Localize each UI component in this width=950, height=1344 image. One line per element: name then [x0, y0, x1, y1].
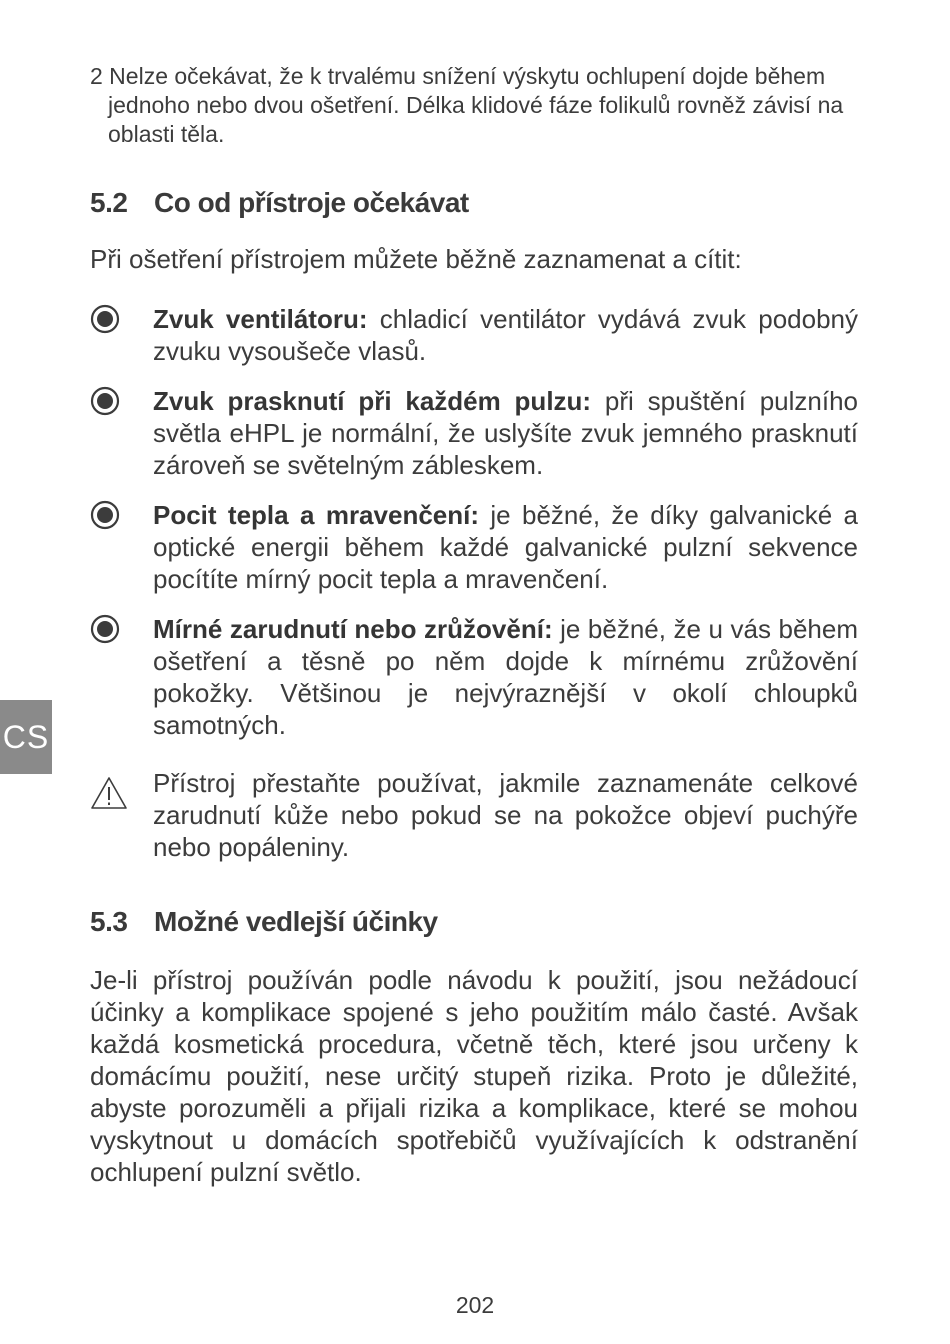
item-label: Mírné zarudnutí nebo zrůžovění:: [153, 614, 553, 644]
item-text: je běžné, že díky galvanické a optické energii během každé galvanické pulzní sekvence pocítíte mírný pocit tepla a mravenčení.: [153, 500, 858, 594]
list-item: [153, 385, 858, 481]
section-number: 5.3: [90, 906, 128, 937]
section-title: Možné vedlejší účinky: [154, 906, 438, 937]
section-paragraph: Je-li přístroj používán podle návodu k použití, jsou nežádoucí účinky a komplikace spojené s jeho použitím málo časté. Avšak každá kosmetická procedura, včetně těch, které jsou určeny k domácímu použití, nese určitý stupeň rizika. Proto je důležité, abyste porozuměli a přijali rizika a komplikace, které se mohou vyskytnout u domácích spotřebičů využívajících k odstranění ochlupení pulzní světlo.: [90, 965, 858, 1187]
section-number: 5.2: [90, 187, 128, 218]
list-item: [153, 613, 858, 741]
section-5-2-heading: [90, 187, 469, 219]
list-item: [153, 303, 858, 367]
section-5-3-heading: [90, 906, 438, 938]
radio-bullet-icon: [90, 304, 120, 334]
page-number: 202: [455, 1292, 495, 1318]
item-label: Zvuk ventilátoru:: [153, 304, 368, 334]
radio-bullet-icon: [90, 386, 120, 416]
warning-triangle-icon: [90, 776, 128, 810]
section-intro: Při ošetření přístrojem můžete běžně zaznamenat a cítit:: [90, 244, 742, 274]
warning-text: Přístroj přestaňte používat, jakmile zaznamenáte celkové zarudnutí kůže nebo pokud se na pokožce objeví puchýře nebo popáleniny.: [153, 768, 858, 862]
item-text: při spuštění pulzního světla eHPL je normální, že uslyšíte zvuk jemného prasknutí zároveň se světelným zábleskem.: [153, 386, 859, 480]
radio-bullet-icon: [90, 614, 120, 644]
list-item: [153, 499, 858, 595]
radio-bullet-icon: [90, 500, 120, 530]
item-text: chladicí ventilátor vydává zvuk podobný zvuku vysoušeče vlasů.: [153, 304, 858, 366]
language-tab: CS: [0, 700, 52, 774]
section-title: Co od přístroje očekávat: [154, 187, 469, 218]
item-label: Zvuk prasknutí při každém pulzu:: [153, 386, 592, 416]
item-label: Pocit tepla a mravenčení:: [153, 500, 480, 530]
item-text: je běžné, že u vás během ošetření a těsně po něm dojde k mírnému zrůžovění pokožky. Většinou je nejvýraznější v okolí chloupků samotných.: [153, 614, 858, 740]
footnote: 2 Nelze očekávat, že k trvalému snížení výskytu ochlupení dojde během jednoho nebo dvou ošetření. Délka klidové fáze folikulů rovněž závisí na oblasti těla.: [90, 63, 844, 147]
